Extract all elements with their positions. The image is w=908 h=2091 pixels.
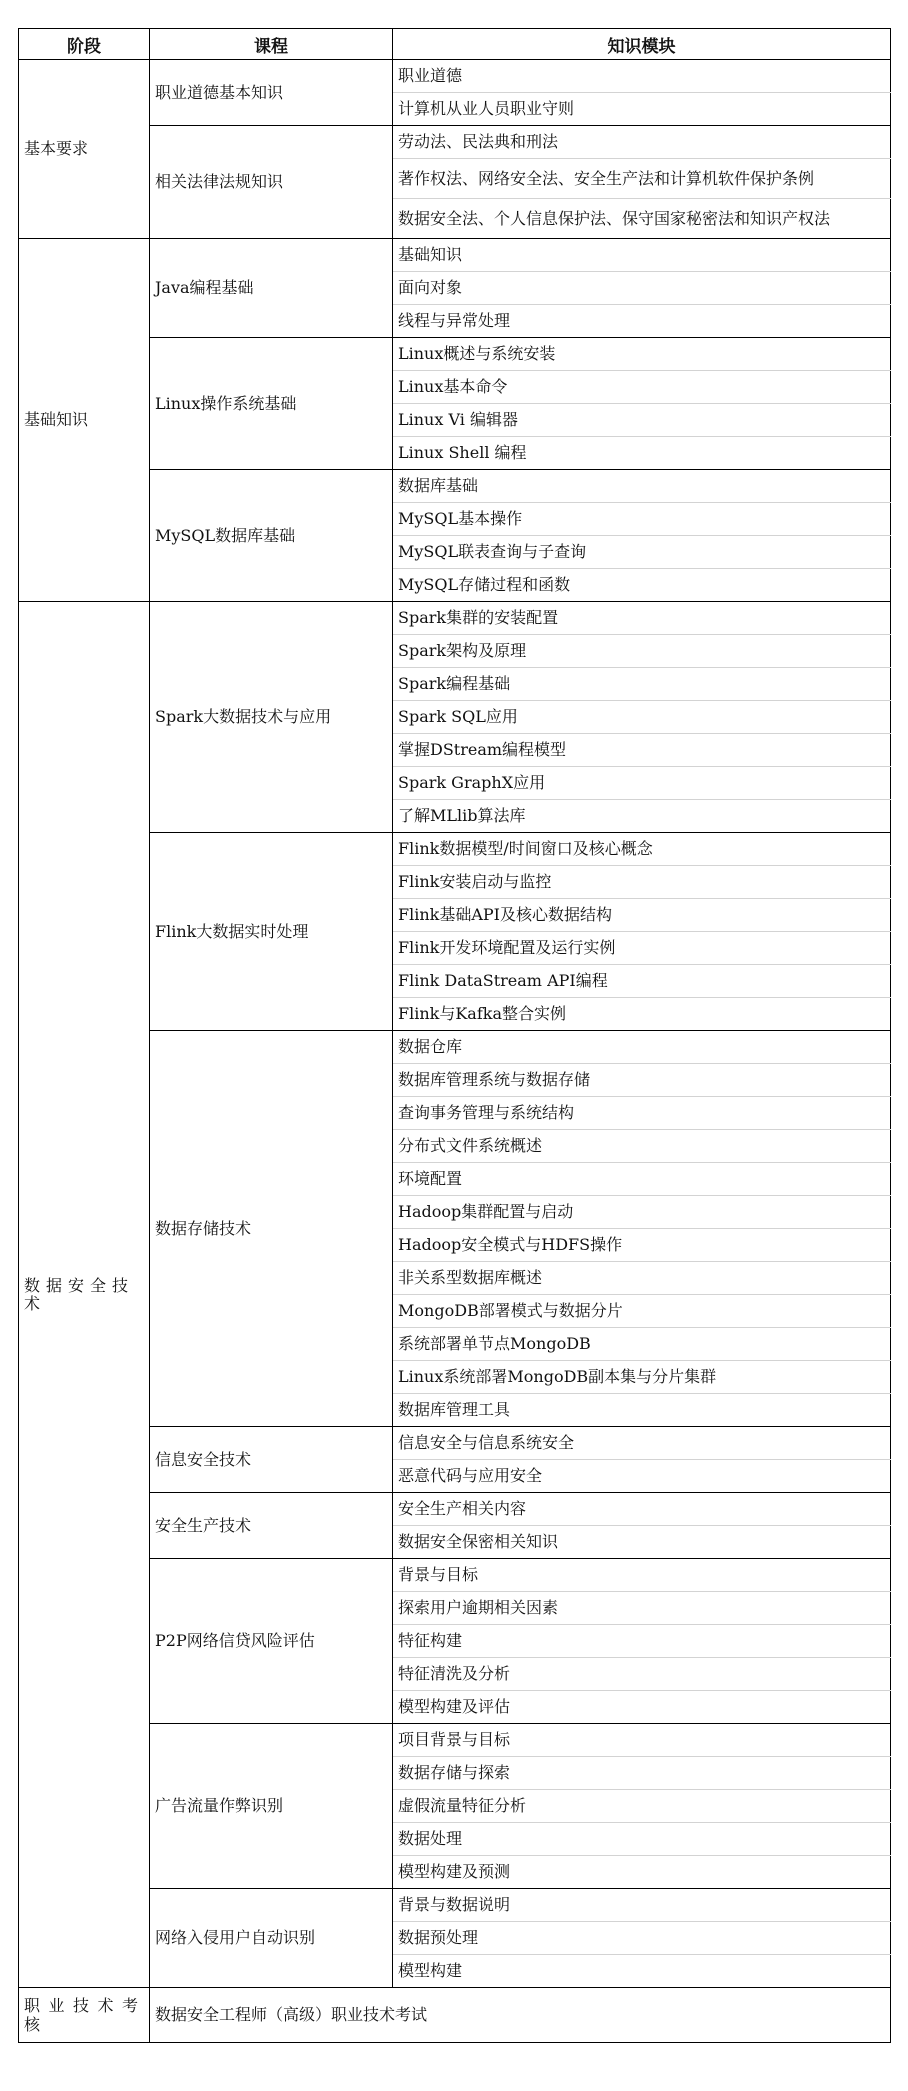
course-cell: Spark大数据技术与应用 — [150, 602, 393, 833]
module-cell: 数据安全保密相关知识 — [393, 1526, 891, 1559]
module-cell: MongoDB部署模式与数据分片 — [393, 1295, 891, 1328]
module-cell: 数据预处理 — [393, 1922, 891, 1955]
stage-cell: 数据安全技术 — [19, 602, 150, 1988]
module-cell: 环境配置 — [393, 1163, 891, 1196]
course-cell: 安全生产技术 — [150, 1493, 393, 1559]
stage-cell: 基本要求 — [19, 60, 150, 239]
course-cell: MySQL数据库基础 — [150, 470, 393, 602]
table-row — [19, 1889, 891, 1922]
module-cell: Flink开发环境配置及运行实例 — [393, 932, 891, 965]
module-cell: 掌握DStream编程模型 — [393, 734, 891, 767]
header-stage: 阶段 — [19, 29, 150, 60]
final-row — [19, 1988, 891, 2043]
table-row — [19, 602, 891, 635]
module-cell: 了解MLlib算法库 — [393, 800, 891, 833]
course-cell: 数据存储技术 — [150, 1031, 393, 1427]
module-cell: Flink数据模型/时间窗口及核心概念 — [393, 833, 891, 866]
module-cell: Flink安装启动与监控 — [393, 866, 891, 899]
module-cell: Linux基本命令 — [393, 371, 891, 404]
module-cell: 著作权法、网络安全法、安全生产法和计算机软件保护条例 — [393, 159, 891, 199]
module-cell: 线程与异常处理 — [393, 305, 891, 338]
module-cell: 计算机从业人员职业守则 — [393, 93, 891, 126]
module-cell: Spark架构及原理 — [393, 635, 891, 668]
module-cell: 职业道德 — [393, 60, 891, 93]
module-cell: 信息安全与信息系统安全 — [393, 1427, 891, 1460]
module-cell: Flink DataStream API编程 — [393, 965, 891, 998]
course-cell: 网络入侵用户自动识别 — [150, 1889, 393, 1988]
module-cell: MySQL联表查询与子查询 — [393, 536, 891, 569]
final-content-cell: 数据安全工程师（高级）职业技术考试 — [150, 1988, 891, 2043]
module-cell: 分布式文件系统概述 — [393, 1130, 891, 1163]
module-cell: 模型构建 — [393, 1955, 891, 1988]
module-cell: 恶意代码与应用安全 — [393, 1460, 891, 1493]
table-row — [19, 1427, 891, 1460]
module-cell: 项目背景与目标 — [393, 1724, 891, 1757]
module-cell: 探索用户逾期相关因素 — [393, 1592, 891, 1625]
module-cell: Linux Vi 编辑器 — [393, 404, 891, 437]
module-cell: 模型构建及评估 — [393, 1691, 891, 1724]
module-cell: 数据库管理工具 — [393, 1394, 891, 1427]
module-cell: 虚假流量特征分析 — [393, 1790, 891, 1823]
module-cell: 特征构建 — [393, 1625, 891, 1658]
module-cell: 非关系型数据库概述 — [393, 1262, 891, 1295]
table-row — [19, 126, 891, 159]
header-row — [19, 29, 891, 60]
table-row — [19, 1724, 891, 1757]
module-cell: 背景与数据说明 — [393, 1889, 891, 1922]
module-cell: Hadoop集群配置与启动 — [393, 1196, 891, 1229]
course-cell: P2P网络信贷风险评估 — [150, 1559, 393, 1724]
module-cell: 背景与目标 — [393, 1559, 891, 1592]
table-row — [19, 239, 891, 272]
course-cell: 广告流量作弊识别 — [150, 1724, 393, 1889]
module-cell: 系统部署单节点MongoDB — [393, 1328, 891, 1361]
course-cell: Linux操作系统基础 — [150, 338, 393, 470]
course-cell: Flink大数据实时处理 — [150, 833, 393, 1031]
module-cell: MySQL存储过程和函数 — [393, 569, 891, 602]
module-cell: Flink基础API及核心数据结构 — [393, 899, 891, 932]
table-row — [19, 1559, 891, 1592]
header-module: 知识模块 — [393, 29, 891, 60]
module-cell: Flink与Kafka整合实例 — [393, 998, 891, 1031]
module-cell: 数据库基础 — [393, 470, 891, 503]
module-cell: 基础知识 — [393, 239, 891, 272]
module-cell: 面向对象 — [393, 272, 891, 305]
module-cell: Spark GraphX应用 — [393, 767, 891, 800]
module-cell: Linux Shell 编程 — [393, 437, 891, 470]
module-cell: 劳动法、民法典和刑法 — [393, 126, 891, 159]
header-course: 课程 — [150, 29, 393, 60]
module-cell: MySQL基本操作 — [393, 503, 891, 536]
module-cell: 安全生产相关内容 — [393, 1493, 891, 1526]
table-row — [19, 1031, 891, 1064]
module-cell: Hadoop安全模式与HDFS操作 — [393, 1229, 891, 1262]
module-cell: 数据仓库 — [393, 1031, 891, 1064]
module-cell: 数据存储与探索 — [393, 1757, 891, 1790]
module-cell: Linux概述与系统安装 — [393, 338, 891, 371]
module-cell: Linux系统部署MongoDB副本集与分片集群 — [393, 1361, 891, 1394]
module-cell: 查询事务管理与系统结构 — [393, 1097, 891, 1130]
course-cell: Java编程基础 — [150, 239, 393, 338]
course-cell: 相关法律法规知识 — [150, 126, 393, 239]
table-row — [19, 60, 891, 93]
table-row — [19, 338, 891, 371]
final-stage-cell: 职业技术考核 — [19, 1988, 150, 2043]
curriculum-table — [18, 28, 891, 2043]
table-body — [19, 60, 891, 2043]
module-cell: Spark编程基础 — [393, 668, 891, 701]
module-cell: Spark集群的安装配置 — [393, 602, 891, 635]
module-cell: 模型构建及预测 — [393, 1856, 891, 1889]
stage-cell: 基础知识 — [19, 239, 150, 602]
table-row — [19, 1493, 891, 1526]
module-cell: 数据安全法、个人信息保护法、保守国家秘密法和知识产权法 — [393, 199, 891, 239]
module-cell: 数据处理 — [393, 1823, 891, 1856]
course-cell: 职业道德基本知识 — [150, 60, 393, 126]
module-cell: 数据库管理系统与数据存储 — [393, 1064, 891, 1097]
module-cell: 特征清洗及分析 — [393, 1658, 891, 1691]
course-cell: 信息安全技术 — [150, 1427, 393, 1493]
module-cell: Spark SQL应用 — [393, 701, 891, 734]
table-row — [19, 470, 891, 503]
curriculum-table-container — [18, 28, 890, 2043]
table-row — [19, 833, 891, 866]
